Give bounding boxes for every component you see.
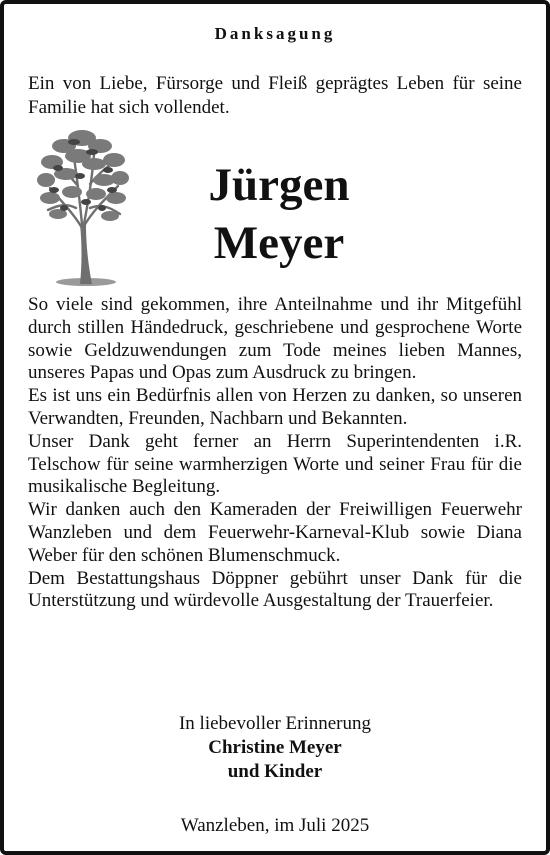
signer-name: Christine Meyer <box>208 737 342 758</box>
thanks-paragraph: So viele sind gekommen, ihre Anteilnahme und ihr Mitgefühl durch stillen Händedruck, geschriebene und gesprochene Worte sowie Geldzuwendungen zum Tode meines lieben Mannes, unseres Papas und Opas zum Ausdruck zu bringen. <box>28 294 522 384</box>
signer-family: und Kinder <box>227 761 323 782</box>
thanks-paragraph: Wir danken auch den Kameraden der Freiwilligen Feuerwehr Wanzleben und dem Feuerwehr-Karneval-Klub sowie Diana Weber für den schönen Blumenschmuck. <box>28 499 522 566</box>
thanks-paragraph: Dem Bestattungshaus Döppner gebührt unser Dank für die Unterstützung und würdevolle Ausgestaltung der Trauerfeier. <box>28 567 522 612</box>
deceased-name <box>154 156 404 272</box>
intro-text: Ein von Liebe, Fürsorge und Fleiß geprägtes Leben für seine Familie hat sich vollendet. <box>28 73 522 118</box>
thanks-text <box>28 294 522 613</box>
thanks-paragraph: Es ist uns ein Bedürfnis allen von Herzen zu danken, so unseren Verwandten, Freunden, Nachbarn und Bekannten. <box>28 385 522 429</box>
closing-block <box>4 712 546 784</box>
place-date: Wanzleben, im Juli 2025 <box>180 815 370 836</box>
deceased-first-name: Jürgen <box>208 159 350 211</box>
deceased-last-name: Meyer <box>213 217 345 269</box>
closing-line: In liebevoller Erinnerung <box>178 713 372 734</box>
thanks-paragraph: Unser Dank geht ferner an Herrn Superintendenten i.R. Telschow für seine warmherzigen Worte und seiner Frau für die musikalische Begleitung. <box>28 430 522 498</box>
notice-heading: Danksagung <box>214 24 336 43</box>
tree-icon <box>34 124 130 288</box>
